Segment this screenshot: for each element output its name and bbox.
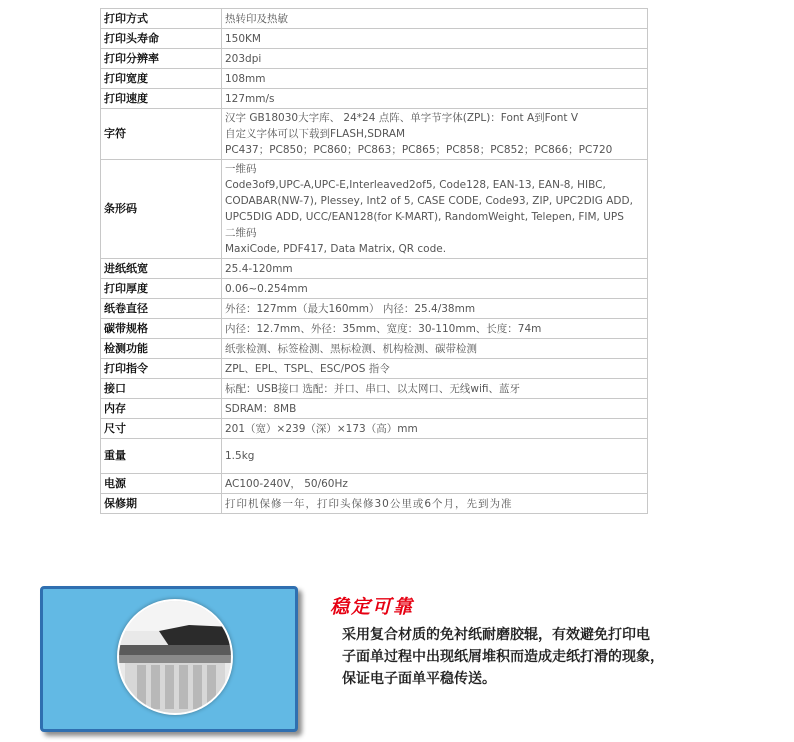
spec-value-line: 二维码 <box>225 227 257 239</box>
spec-label: 碳带规格 <box>101 319 222 339</box>
spec-label: 打印头寿命 <box>101 29 222 49</box>
spec-value: 外径：127mm（最大160mm） 内径：25.4/38mm <box>222 299 648 319</box>
spec-row-barcodes <box>101 160 648 259</box>
feature-image-panel <box>40 586 298 732</box>
spec-value-line: 自定义字体可以下载到FLASH,SDRAM <box>225 128 406 140</box>
spec-row-paper-width <box>101 259 648 279</box>
feature-description <box>342 624 742 690</box>
spec-value-line: CODABAR(NW-7), Plessey, Int2 of 5, CASE CODE, Code93, ZIP, UPC2DIG ADD, <box>225 195 633 207</box>
spec-value-line: MaxiCode, PDF417, Data Matrix, QR code. <box>225 243 447 255</box>
spec-row-interface <box>101 379 648 399</box>
spec-row-print-width <box>101 69 648 89</box>
spec-row-dimensions <box>101 419 648 439</box>
spec-label: 打印指令 <box>101 359 222 379</box>
spec-row-sensors <box>101 339 648 359</box>
spec-row-commands <box>101 359 648 379</box>
spec-label: 尺寸 <box>101 419 222 439</box>
spec-label: 进纸纸宽 <box>101 259 222 279</box>
spec-value: AC100-240V， 50/60Hz <box>222 474 648 494</box>
spec-value-line: 一维码 <box>225 163 257 175</box>
spec-value-line: UPC5DIG ADD, UCC/EAN128(for K-MART), RandomWeight, Telepen, FIM, UPS <box>225 211 624 223</box>
feature-section <box>0 570 794 742</box>
feature-title: 稳定可靠 <box>330 596 415 618</box>
spec-label: 打印分辨率 <box>101 49 222 69</box>
spec-label: 打印方式 <box>101 9 222 29</box>
printer-roller-icon <box>119 601 231 713</box>
spec-label: 检测功能 <box>101 339 222 359</box>
spec-label: 重量 <box>101 439 222 474</box>
spec-value: 150KM <box>222 29 648 49</box>
spec-label: 接口 <box>101 379 222 399</box>
spec-value-line: 汉字 GB18030大字库、 24*24 点阵、单字节字体(ZPL)：Font A到Font V <box>225 112 579 124</box>
spec-row-roll-diameter <box>101 299 648 319</box>
spec-row-head-life <box>101 29 648 49</box>
spec-value: ZPL、EPL、TSPL、ESC/POS 指令 <box>222 359 648 379</box>
spec-row-resolution <box>101 49 648 69</box>
spec-label: 条形码 <box>101 160 222 259</box>
spec-value: 25.4-120mm <box>222 259 648 279</box>
spec-value: 1.5kg <box>222 439 648 474</box>
spec-row-weight <box>101 439 648 474</box>
spec-label: 打印速度 <box>101 89 222 109</box>
spec-label: 打印厚度 <box>101 279 222 299</box>
spec-value: 127mm/s <box>222 89 648 109</box>
spec-value: 纸张检测、标签检测、黑标检测、机构检测、碳带检测 <box>222 339 648 359</box>
spec-label: 保修期 <box>101 494 222 514</box>
spec-row-thickness <box>101 279 648 299</box>
feature-line: 保证电子面单平稳传送。 <box>342 671 496 687</box>
spec-row-power <box>101 474 648 494</box>
spec-value: 108mm <box>222 69 648 89</box>
spec-value <box>222 160 648 259</box>
spec-row-print-speed <box>101 89 648 109</box>
roller-closeup-image <box>117 599 233 715</box>
spec-label: 打印宽度 <box>101 69 222 89</box>
spec-value <box>222 109 648 160</box>
spec-table <box>100 8 648 514</box>
spec-label: 电源 <box>101 474 222 494</box>
feature-line: 采用复合材质的免衬纸耐磨胶辊，有效避免打印电 <box>342 627 650 643</box>
spec-value-line: Code3of9,UPC-A,UPC-E,Interleaved2of5, Code128, EAN-13, EAN-8, HIBC, <box>225 179 606 191</box>
spec-label: 内存 <box>101 399 222 419</box>
spec-row-fonts <box>101 109 648 160</box>
spec-value: 热转印及热敏 <box>222 9 648 29</box>
spec-value-line: PC437；PC850；PC860；PC863；PC865；PC858；PC852；PC866；PC720 <box>225 144 613 156</box>
spec-value: 201（宽）×239（深）×173（高）mm <box>222 419 648 439</box>
spec-value: 标配：USB接口 选配：并口、串口、以太网口、无线wifi、蓝牙 <box>222 379 648 399</box>
spec-row-ribbon <box>101 319 648 339</box>
spec-row-warranty <box>101 494 648 514</box>
spec-value: 打印机保修一年，打印头保修30公里或6个月，先到为准 <box>222 494 648 514</box>
spec-label: 纸卷直径 <box>101 299 222 319</box>
spec-label: 字符 <box>101 109 222 160</box>
spec-row-memory <box>101 399 648 419</box>
feature-line: 子面单过程中出现纸屑堆积而造成走纸打滑的现象， <box>342 649 664 665</box>
spec-value: 0.06~0.254mm <box>222 279 648 299</box>
spec-value: 203dpi <box>222 49 648 69</box>
spec-row-print-method <box>101 9 648 29</box>
spec-value: SDRAM：8MB <box>222 399 648 419</box>
spec-value: 内径：12.7mm、外径：35mm、宽度：30-110mm、长度：74m <box>222 319 648 339</box>
